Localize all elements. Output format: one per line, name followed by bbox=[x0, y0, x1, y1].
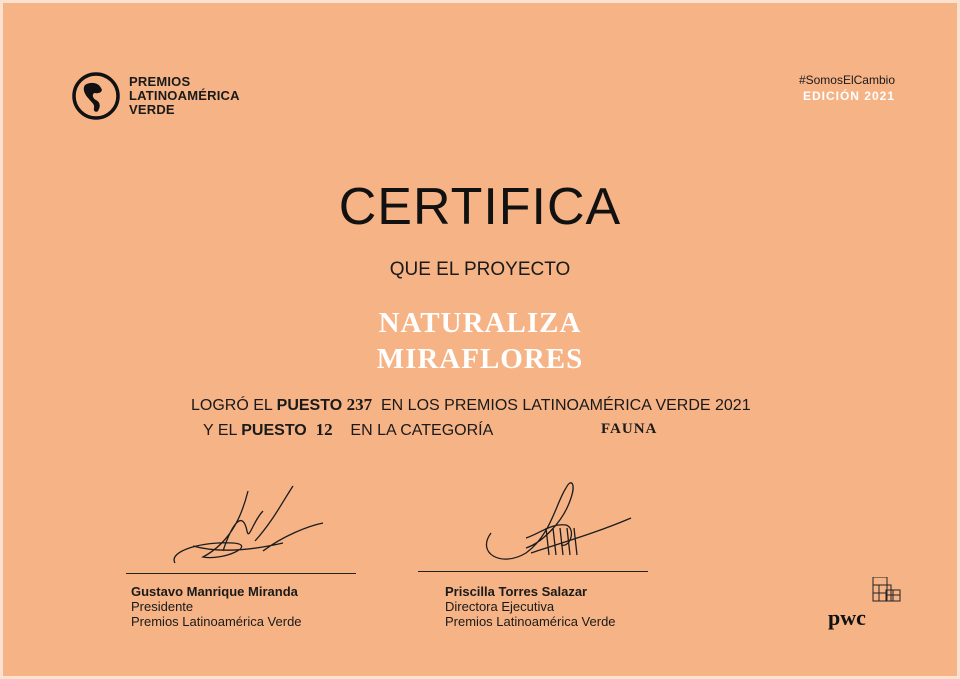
category-rank-value: 12 bbox=[315, 420, 333, 439]
pwc-logo bbox=[826, 577, 906, 637]
signer-role: Directora Ejecutiva bbox=[445, 599, 555, 614]
pwc-blocks-icon bbox=[826, 577, 906, 632]
project-name-line: MIRAFLORES bbox=[376, 343, 584, 375]
rank-text: EN LA CATEGORÍA bbox=[345, 422, 494, 439]
rank-text: LOGRÓ EL bbox=[191, 397, 277, 414]
signature-1-line bbox=[126, 573, 356, 574]
certificate-title: CERTIFICA bbox=[338, 178, 622, 236]
signer-role: Presidente bbox=[131, 599, 194, 614]
hashtag: #SomosElCambio bbox=[798, 73, 895, 87]
signer-1 bbox=[131, 584, 302, 629]
rank-text: EN LOS PREMIOS LATINOAMÉRICA VERDE 2021 bbox=[376, 397, 751, 414]
rank-label: PUESTO bbox=[276, 397, 343, 414]
edition-label: EDICIÓN 2021 bbox=[802, 89, 895, 103]
rank-label: PUESTO bbox=[241, 422, 307, 439]
premios-logo bbox=[71, 71, 240, 121]
signer-org: Premios Latinoamérica Verde bbox=[445, 614, 616, 629]
logo-text bbox=[129, 75, 240, 117]
rank-text: Y EL bbox=[203, 422, 242, 439]
globe-logo-icon bbox=[71, 71, 121, 121]
signature-1-image bbox=[163, 481, 333, 576]
signer-name: Priscilla Torres Salazar bbox=[445, 584, 588, 599]
logo-line: PREMIOS bbox=[129, 74, 191, 89]
pwc-wordmark: pwc bbox=[828, 605, 866, 630]
certificate-subtitle: QUE EL PROYECTO bbox=[389, 259, 571, 280]
category-value: FAUNA bbox=[601, 421, 658, 437]
edition-block bbox=[799, 73, 895, 103]
signer-2 bbox=[445, 584, 616, 629]
logo-line: VERDE bbox=[129, 102, 175, 117]
overall-rank-line bbox=[191, 395, 751, 415]
signer-name: Gustavo Manrique Miranda bbox=[131, 584, 298, 599]
project-name-line: NATURALIZA bbox=[378, 307, 582, 339]
project-name bbox=[3, 305, 957, 377]
signature-2-line bbox=[418, 571, 648, 572]
logo-line: LATINOAMÉRICA bbox=[129, 88, 240, 103]
overall-rank-value: 237 bbox=[346, 395, 373, 414]
signer-org: Premios Latinoamérica Verde bbox=[131, 614, 302, 629]
signature-2-image bbox=[471, 473, 641, 573]
category-rank-line bbox=[203, 420, 493, 440]
